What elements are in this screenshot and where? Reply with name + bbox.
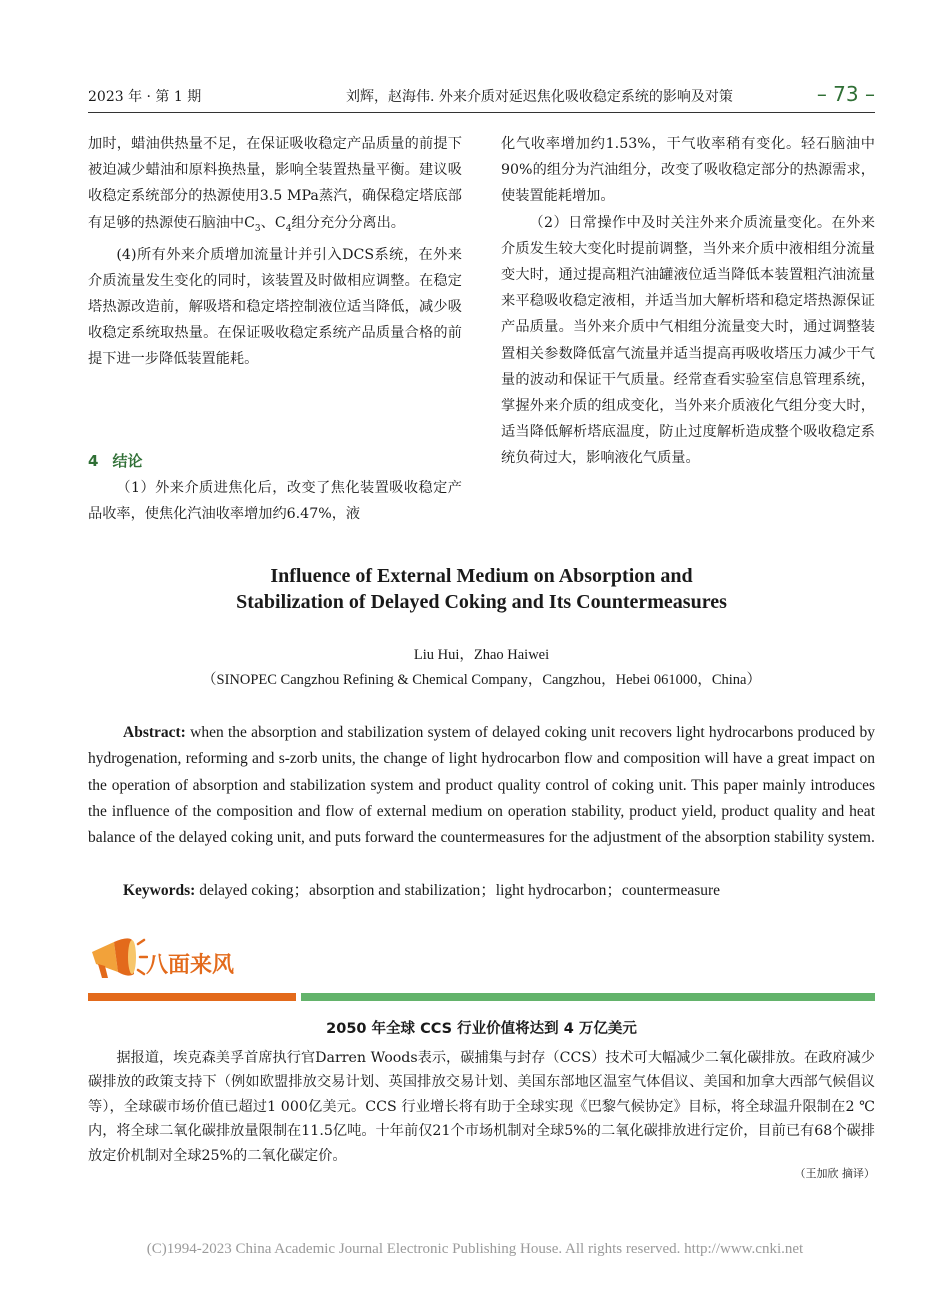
english-keywords — [123, 878, 720, 900]
abstract-label: Abstract: — [123, 724, 186, 741]
section-heading-conclusion — [88, 450, 142, 471]
running-title: 刘辉，赵海伟. 外来介质对延迟焦化吸收稳定系统的影响及对策 — [346, 89, 733, 105]
keywords-label: Keywords: — [123, 882, 196, 899]
right-paragraph-1: 化气收率增加约1.53%，干气收率稍有变化。轻石脑油中90%的组分为汽油组分，改变了吸收稳定部分的热源需求，使装置能耗增加。 — [501, 136, 875, 205]
english-affiliation: （SINOPEC Cangzhou Refining & Chemical Company，Cangzhou，Hebei 061000，China） — [202, 672, 761, 688]
section-number: 4 — [88, 452, 99, 470]
news-body — [88, 1046, 875, 1168]
english-authors: Liu Hui，Zhao Haiwei — [413, 647, 550, 663]
left-column — [88, 131, 462, 373]
left-paragraph-2: (4)所有外来介质增加流量计并引入DCS系统，在外来介质流量发生变化的同时，该装置及时做相应调整。在稳定塔热源改造前，解吸塔和稳定塔控制液位适当降低，减少吸收稳定系统取热量。在保证吸收稳定系统产品质量合格的前提下进一步降低装置能耗。 — [88, 246, 462, 368]
conclusion-text — [88, 475, 462, 527]
english-title-line-2: Stabilization of Delayed Coking and Its Countermeasures — [236, 591, 727, 613]
left-paragraph-1: 加时，蜡油供热量不足，在保证吸收稳定产品质量的前提下被迫减少蜡油和原料换热量，影响全装置热量平衡。建议吸收稳定系统部分的热源使用3.5 MPa蒸汽，确保稳定塔底部有足够的热源使石脑油中$C_3$、$C_4$组分充分分离出。 — [88, 136, 462, 234]
section-title: 结论 — [112, 452, 143, 470]
copyright-footer: (C)1994-2023 China Academic Journal Electronic Publishing House. All rights reserved. http://www.cnki.net — [146, 1241, 804, 1257]
news-credit: （王加欣 摘译） — [794, 1167, 875, 1180]
megaphone-icon — [88, 934, 148, 982]
abstract-text: when the absorption and stabilization system of delayed coking unit recovers light hydrocarbons produced by hydrogenation, reforming and s-zorb units, the change of light hydrocarbon flow and composition will have a great impact on the operation of absorption and stabilization system and product quality control of coking unit. This paper mainly introduces the influence of the composition and flow of external medium on operation stability, product yield, product quality and heat balance of the delayed coking unit, and puts forward the countermeasures for the adjustment of the absorption stability system. — [88, 724, 875, 847]
english-abstract — [88, 720, 875, 851]
banner-title: 八面来风 — [146, 953, 235, 978]
right-paragraph-2: （2）日常操作中及时关注外来介质流量变化。在外来介质发生较大变化时提前调整，当外来介质中液相组分流量变大时，通过提高粗汽油罐液位适当降低本装置粗汽油流量来平稳吸收稳定液相，并适当加大解析塔和稳定塔热源保证产品质量。当外来介质中气相组分流量变大时，通过调整装置相关参数降低富气流量并适当提高再吸收塔压力减少干气量的波动和保证干气质量。经常查看实验室信息管理系统，掌握外来介质的组成变化，当外来介质液化气组分变大时，适当降低解析塔底温度，防止过度解析造成整个吸收稳定系统负荷过大，影响液化气质量。 — [501, 214, 875, 467]
news-title: 2050 年全球 CCS 行业价值将达到 4 万亿美元 — [326, 1021, 637, 1037]
issue-label: 2023 年 · 第 1 期 — [88, 89, 202, 105]
green-divider — [301, 993, 875, 1001]
news-paragraph: 据报道，埃克森美孚首席执行官Darren Woods表示，碳捕集与封存（CCS）技术可大幅减少二氧化碳排放。在政府减少碳排放的政策支持下（例如欧盟排放交易计划、英国排放交易计划、美国东部地区温室气体倡议、美国和加拿大西部气候倡议等），全球碳市场价值已超过1 000亿美元。CCS 行业增长将有助于全球实现《巴黎气候协定》目标，将全球温升限制在2 ℃内，将全球二氧化碳排放量限制在11.5亿吨。十年前仅21个市场机制对全球5%的二氧化碳排放进行定价，目前已有68个碳排放定价机制对全球25%的二氧化碳定价。 — [88, 1050, 875, 1164]
news-banner — [88, 930, 875, 1000]
keywords-text: delayed coking；absorption and stabilization；light hydrocarbon；countermeasure — [195, 882, 721, 899]
english-title-line-1: Influence of External Medium on Absorption and — [270, 565, 693, 587]
right-column — [501, 131, 875, 472]
page-number: – 73 – — [816, 82, 875, 106]
page-header — [88, 84, 875, 108]
header-rule — [88, 112, 875, 113]
english-title — [88, 563, 875, 615]
conclusion-paragraph-1: （1）外来介质进焦化后，改变了焦化装置吸收稳定产品收率，使焦化汽油收率增加约6.47%，液 — [88, 480, 462, 523]
orange-divider — [88, 993, 296, 1001]
